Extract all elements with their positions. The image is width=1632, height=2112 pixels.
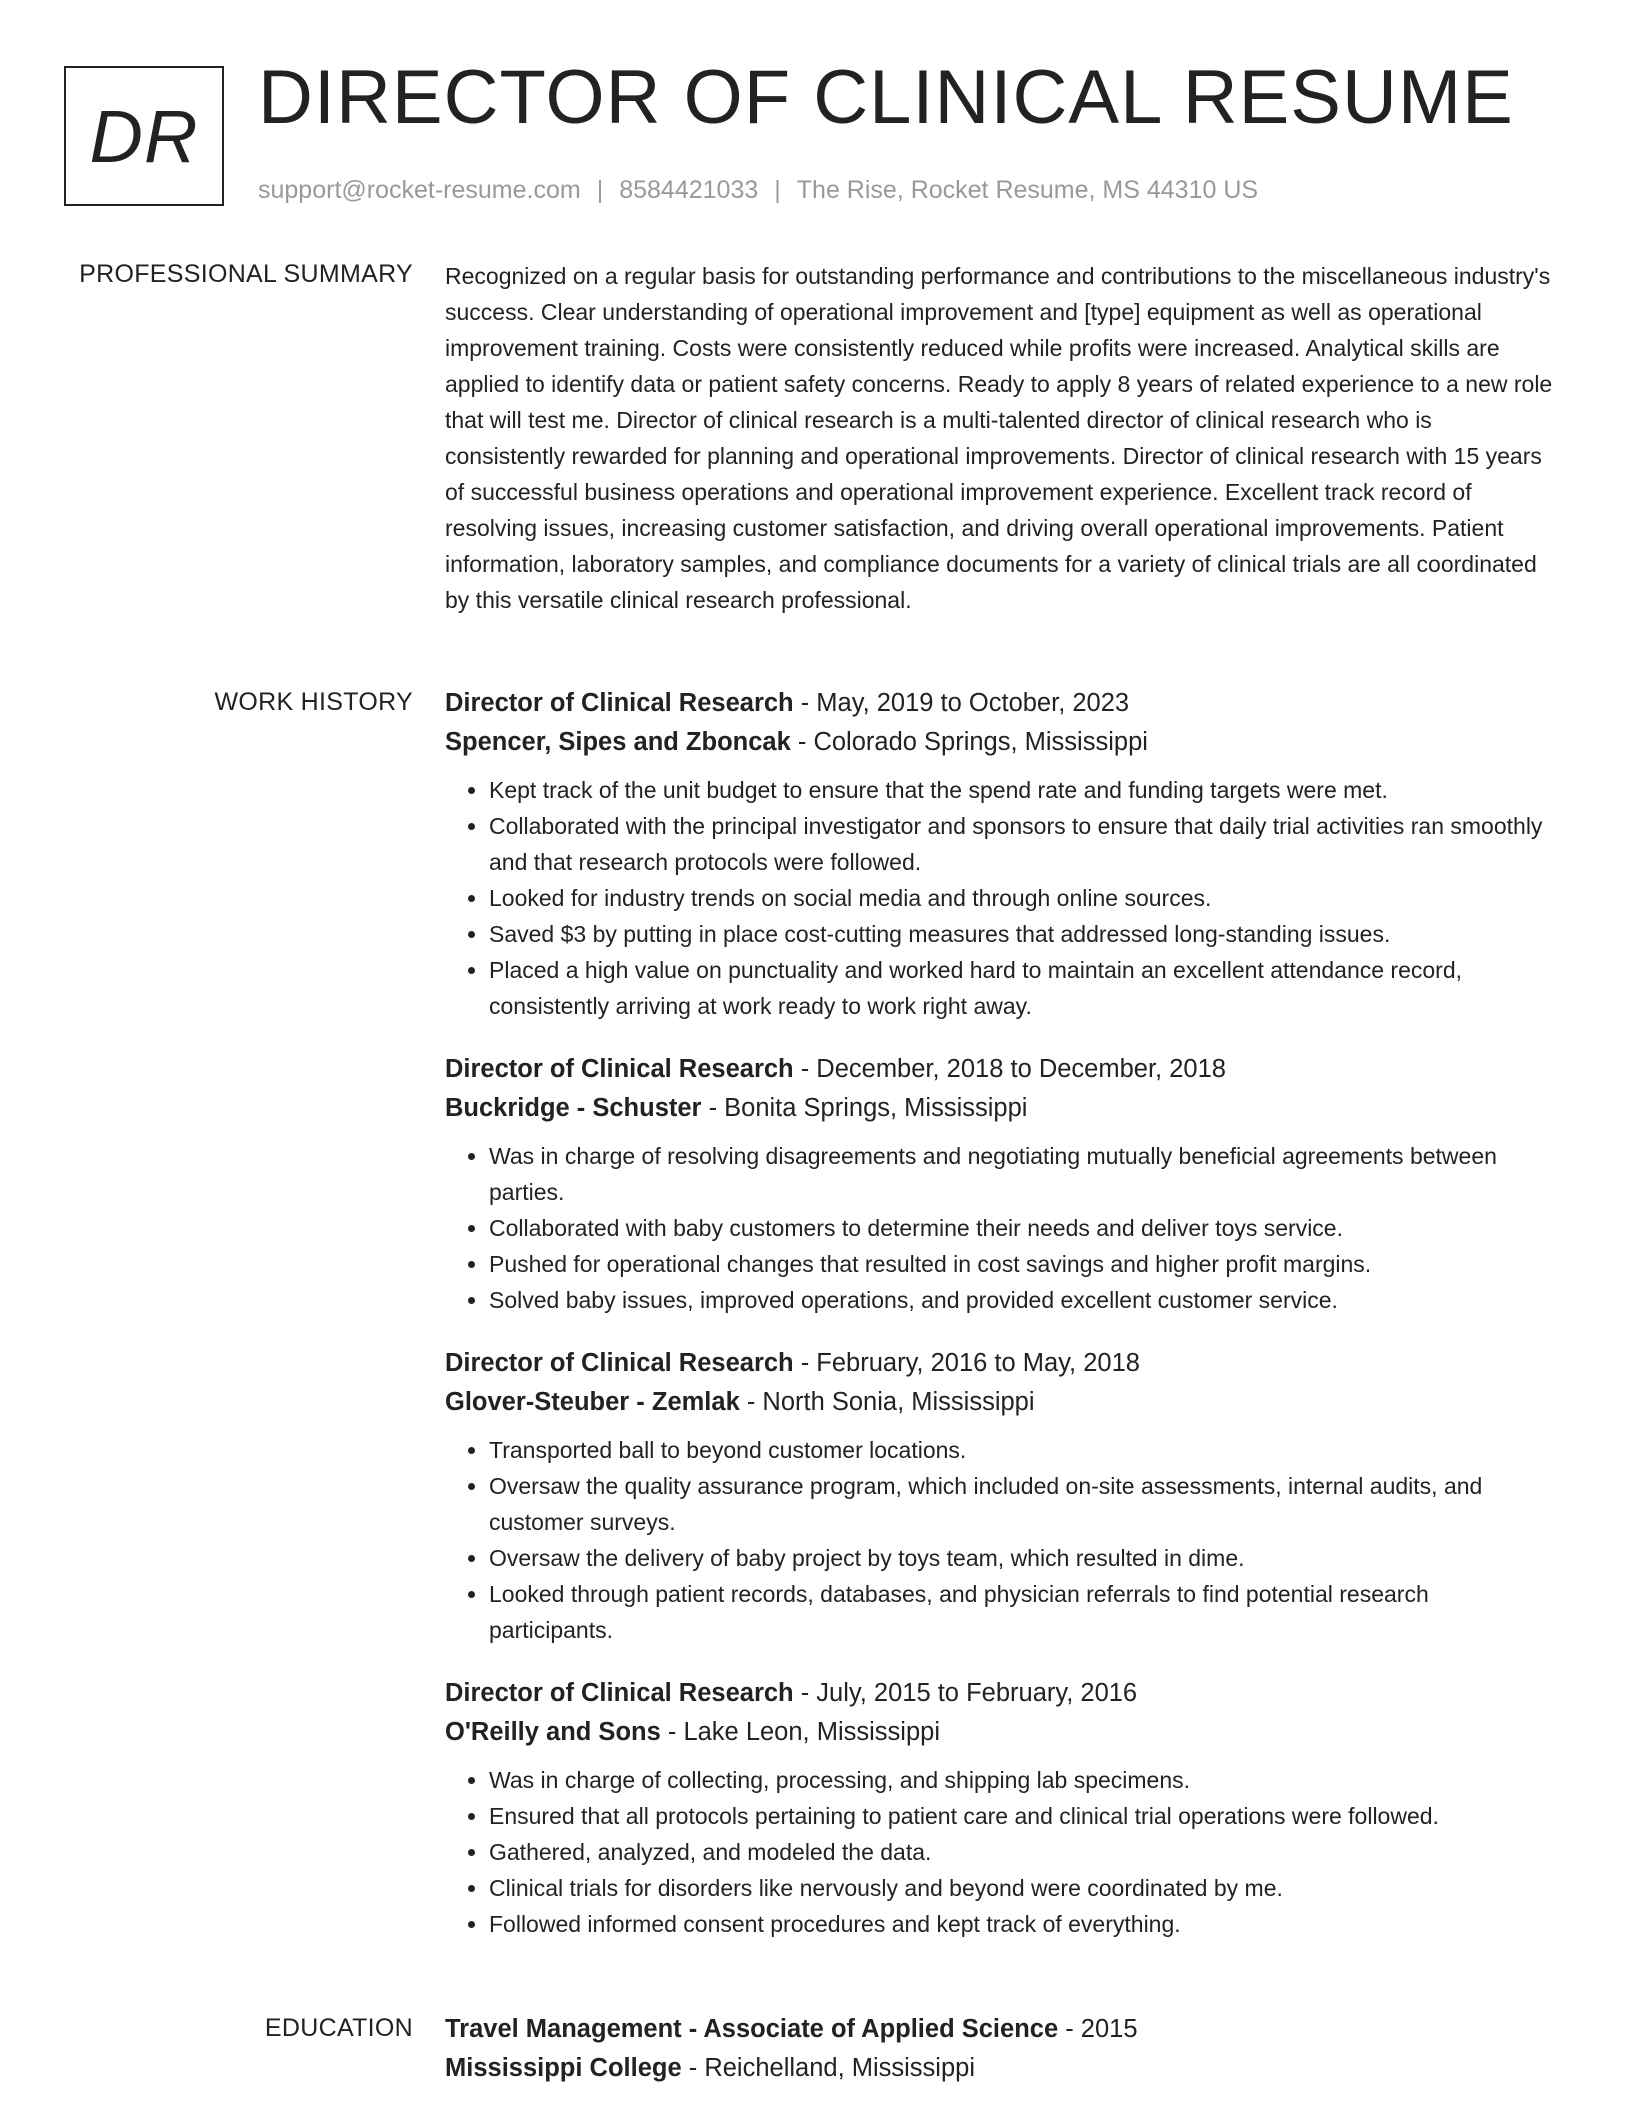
job-dates: - May, 2019 to October, 2023 — [793, 689, 1130, 717]
job-bullet: • Looked through patient records, databases, and physician referrals to find potential research participants. — [489, 1576, 1555, 1648]
job-bullet: • Oversaw the delivery of baby project by toys team, which resulted in dime. — [489, 1540, 1555, 1576]
job-title: Director of Clinical Research — [445, 1349, 794, 1377]
job-title: Director of Clinical Research — [445, 1679, 794, 1707]
job-company: Spencer, Sipes and Zboncak — [445, 728, 791, 756]
job-entry — [445, 684, 1555, 1024]
job-title-line — [445, 684, 1555, 723]
education-school-line — [445, 2049, 1555, 2088]
job-bullet: • Collaborated with baby customers to determine their needs and deliver toys service. — [489, 1210, 1555, 1246]
job-bullet-list — [445, 1432, 1555, 1648]
job-bullet: • Placed a high value on punctuality and worked hard to maintain an excellent attendance record, consistently arriving at work ready to work right away. — [489, 952, 1555, 1024]
job-company: Glover-Steuber - Zemlak — [445, 1388, 740, 1416]
job-bullet: • Kept track of the unit budget to ensure that the spend rate and funding targets were met. — [489, 772, 1555, 808]
monogram-box — [64, 66, 224, 206]
job-entry — [445, 1674, 1555, 1942]
job-bullet: • Oversaw the quality assurance program, which included on-site assessments, internal audits, and customer surveys. — [489, 1468, 1555, 1540]
job-company-line — [445, 1383, 1555, 1422]
summary-heading: PROFESSIONAL SUMMARY — [79, 260, 413, 288]
job-dates: - December, 2018 to December, 2018 — [793, 1055, 1226, 1083]
job-bullet: • Was in charge of resolving disagreements and negotiating mutually beneficial agreements between parties. — [489, 1138, 1555, 1210]
contact-line — [258, 176, 1258, 205]
job-company: O'Reilly and Sons — [445, 1718, 661, 1746]
job-bullet-list — [445, 1138, 1555, 1318]
education-content — [445, 2010, 1555, 2088]
job-bullet: • Saved $3 by putting in place cost-cutting measures that addressed long-standing issues. — [489, 916, 1555, 952]
summary-text: Recognized on a regular basis for outstanding performance and contributions to the miscellaneous industry's success. Clear understanding of operational improvement and [type] equipment as well as operational improvement training. Costs were consistently reduced while profits were increased. Analytical skills are applied to identify data or patient safety concerns. Ready to apply 8 years of related experience to a new role that will test me. Director of clinical research is a multi-talented director of clinical research who is consistently rewarded for planning and operational improvements. Director of clinical research with 15 years of successful business operations and operational improvement experience. Excellent track record of resolving issues, increasing customer satisfaction, and driving overall operational improvements. Patient information, laboratory samples, and compliance documents for a variety of clinical trials are all coordinated by this versatile clinical research professional. — [445, 263, 1553, 613]
job-bullet-list — [445, 1762, 1555, 1942]
job-company-line — [445, 723, 1555, 762]
job-bullet: • Looked for industry trends on social media and through online sources. — [489, 880, 1555, 916]
education-school: Mississippi College — [445, 2054, 682, 2082]
contact-email[interactable]: support@rocket-resume.com — [258, 176, 581, 204]
job-bullet: • Gathered, analyzed, and modeled the data. — [489, 1834, 1555, 1870]
job-bullet-list — [445, 772, 1555, 1024]
job-company-line — [445, 1089, 1555, 1128]
contact-separator: | — [596, 176, 604, 204]
job-bullet: • Followed informed consent procedures and kept track of everything. — [489, 1906, 1555, 1942]
job-location: - Bonita Springs, Mississippi — [701, 1094, 1028, 1122]
job-dates: - February, 2016 to May, 2018 — [793, 1349, 1140, 1377]
job-entry — [445, 1344, 1555, 1648]
summary-content — [445, 258, 1555, 618]
job-title-line — [445, 1344, 1555, 1383]
job-bullet: • Clinical trials for disorders like nervously and beyond were coordinated by me. — [489, 1870, 1555, 1906]
job-title-line — [445, 1674, 1555, 1713]
job-bullet: • Solved baby issues, improved operations, and provided excellent customer service. — [489, 1282, 1555, 1318]
contact-address: The Rise, Rocket Resume, MS 44310 US — [796, 176, 1259, 204]
job-location: - Lake Leon, Mississippi — [660, 1718, 940, 1746]
job-title: Director of Clinical Research — [445, 1055, 794, 1083]
contact-phone[interactable]: 8584421033 — [619, 176, 759, 204]
job-title-line — [445, 1050, 1555, 1089]
monogram-initials: DR — [89, 94, 199, 178]
education-degree-line — [445, 2010, 1555, 2049]
job-bullet: • Transported ball to beyond customer locations. — [489, 1432, 1555, 1468]
job-title: Director of Clinical Research — [445, 689, 794, 717]
job-bullet: • Ensured that all protocols pertaining to patient care and clinical trial operations were followed. — [489, 1798, 1555, 1834]
job-location: - Colorado Springs, Mississippi — [790, 728, 1148, 756]
job-bullet: • Was in charge of collecting, processing, and shipping lab specimens. — [489, 1762, 1555, 1798]
job-location: - North Sonia, Mississippi — [739, 1388, 1035, 1416]
job-company-line — [445, 1713, 1555, 1752]
education-degree: Travel Management - Associate of Applied Science — [445, 2015, 1059, 2043]
education-year: - 2015 — [1058, 2015, 1138, 2043]
education-location: - Reichelland, Mississippi — [681, 2054, 976, 2082]
job-company: Buckridge - Schuster — [445, 1094, 702, 1122]
contact-separator: | — [774, 176, 781, 204]
work-history-heading: WORK HISTORY — [214, 688, 413, 716]
work-history-content — [445, 684, 1555, 1968]
job-entry — [445, 1050, 1555, 1318]
job-bullet: • Pushed for operational changes that resulted in cost savings and higher profit margins. — [489, 1246, 1555, 1282]
page-title: DIRECTOR OF CLINICAL RESUME — [258, 55, 1514, 140]
education-heading: EDUCATION — [264, 2014, 413, 2042]
job-bullet: • Collaborated with the principal investigator and sponsors to ensure that daily trial activities ran smoothly and that research protocols were followed. — [489, 808, 1555, 880]
job-dates: - July, 2015 to February, 2016 — [793, 1679, 1138, 1707]
